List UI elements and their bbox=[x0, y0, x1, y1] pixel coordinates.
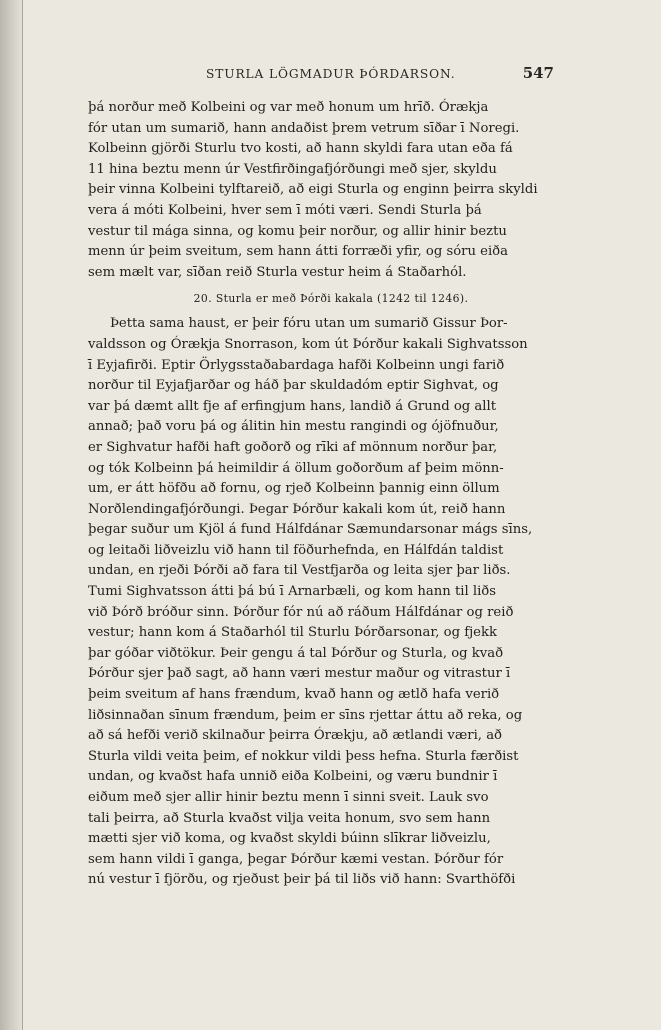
text-line: sem mælt var, sīðan reið Sturla vestur heim á Staðarhól. bbox=[88, 264, 467, 280]
paragraph-1 bbox=[88, 98, 568, 283]
text-line: eiðum með sjer allir hinir beztu menn ī sinni sveit. Lauk svo bbox=[88, 790, 489, 805]
text-line: undan, en rjeði Þórði að fara til Vestfjarða og leita sjer þar liðs. bbox=[88, 563, 511, 579]
paragraph-2 bbox=[88, 314, 568, 891]
text-line: annað; það voru þá og álitin hin mestu rangindi og ójöfnuður, bbox=[88, 419, 499, 435]
chapter-heading: 20. Sturla er með Þórði kakala (1242 til 1246). bbox=[193, 292, 469, 306]
text-line: Sturla vildi veita þeim, ef nokkur vildi þess hefna. Sturla færðist bbox=[88, 748, 519, 764]
text-line: Tumi Sighvatsson átti þá bú ī Arnarbæli, og kom hann til liðs bbox=[88, 584, 497, 600]
text-line: liðsinnaðan sīnum frændum, þeim er sīns rjettar áttu að reka, og bbox=[88, 707, 523, 723]
page-header bbox=[88, 64, 554, 86]
text-line: þá norður með Kolbeini og var með honum um hrīð. Órækja bbox=[88, 100, 489, 115]
text-line: sem hann vildi ī ganga, þegar Þórður kæmi vestan. Þórður fór bbox=[88, 851, 504, 867]
text-line: norður til Eyjafjarðar og háð þar skuldadóm eptir Sighvat, og bbox=[88, 378, 499, 394]
text-line: var þá dæmt allt fje af erfingjum hans, landið á Grund og allt bbox=[88, 398, 496, 414]
text-line: þar góðar viðtökur. Þeir gengu á tal Þórður og Sturla, og kvað bbox=[88, 645, 504, 661]
text-line: og tók Kolbeinn þá heimildir á öllum goðorðum af þeim mönn- bbox=[88, 460, 504, 476]
text-line: fór utan um sumarið, hann andaðist þrem vetrum sīðar ī Noregi. bbox=[88, 120, 520, 136]
running-head: STURLA LÖGMADUR ÞÓRDARSON. bbox=[206, 67, 456, 81]
text-line: Þórður sjer það sagt, að hann væri mestur maður og vitrastur ī bbox=[88, 666, 511, 682]
text-line: Kolbeinn gjörði Sturlu tvo kosti, að hann skyldi fara utan eða fá bbox=[88, 141, 513, 157]
text-line: og leitaði liðveizlu við hann til föðurhefnda, en Hálfdán taldist bbox=[88, 542, 504, 558]
text-line: við Þórð bróður sinn. Þórður fór nú að ráðum Hálfdánar og reið bbox=[88, 604, 514, 620]
text-line: þeir vinna Kolbeini tylftareið, að eigi Sturla og enginn þeirra skyldi bbox=[88, 182, 538, 198]
text-line: að sá hefði verið skilnaður þeirra Órækju, að ætlandi væri, að bbox=[88, 728, 502, 744]
gutter-edge bbox=[22, 0, 23, 1030]
text-line: Norðlendingafjórðungi. Þegar Þórður kakali kom út, reið hann bbox=[88, 501, 506, 517]
text-line: menn úr þeim sveitum, sem hann átti forræði yfir, og sóru eiða bbox=[88, 244, 508, 260]
text-line: nú vestur ī fjörðu, og rjeðust þeir þá til liðs við hann: Svarthöfði bbox=[88, 872, 516, 888]
text-line: tali þeirra, að Sturla kvaðst vilja veita honum, svo sem hann bbox=[88, 810, 491, 826]
text-line: um, er átt höfðu að fornu, og rjeð Kolbeinn þannig einn öllum bbox=[88, 481, 500, 497]
text-line: mætti sjer við koma, og kvaðst skyldi búinn slīkrar liðveizlu, bbox=[88, 831, 491, 847]
page-number: 547 bbox=[522, 64, 554, 82]
text-line: vestur; hann kom á Staðarhól til Sturlu Þórðarsonar, og fjekk bbox=[88, 625, 497, 641]
text-line: undan, og kvaðst hafa unnið eiða Kolbeini, og væru bundnir ī bbox=[88, 769, 498, 785]
text-line: ī Eyjafirði. Eptir Örlygsstaðabardaga hafði Kolbeinn ungi farið bbox=[88, 357, 505, 373]
text-line: vera á móti Kolbeini, hver sem ī móti væri. Sendi Sturla þá bbox=[88, 202, 482, 218]
text-line: þegar suður um Kjöl á fund Hálfdánar Sæmundarsonar mágs sīns, bbox=[88, 522, 533, 538]
text-line: þeim sveitum af hans frændum, kvað hann og ætlð hafa verið bbox=[88, 687, 500, 703]
text-line: Þetta sama haust, er þeir fóru utan um sumarið Gissur Þor- bbox=[110, 316, 508, 332]
body-text bbox=[88, 98, 568, 891]
text-line: vestur til mága sinna, og komu þeir norður, og allir hinir beztu bbox=[88, 223, 507, 239]
text-line: er Sighvatur hafði haft goðorð og rīki af mönnum norður þar, bbox=[88, 439, 498, 455]
text-line: 11 hina beztu menn úr Vestfirðingafjórðungi með sjer, skyldu bbox=[88, 161, 497, 177]
text-line: valdsson og Órækja Snorrason, kom út Þórður kakali Sighvatsson bbox=[88, 336, 528, 352]
page-gutter bbox=[0, 0, 22, 1030]
